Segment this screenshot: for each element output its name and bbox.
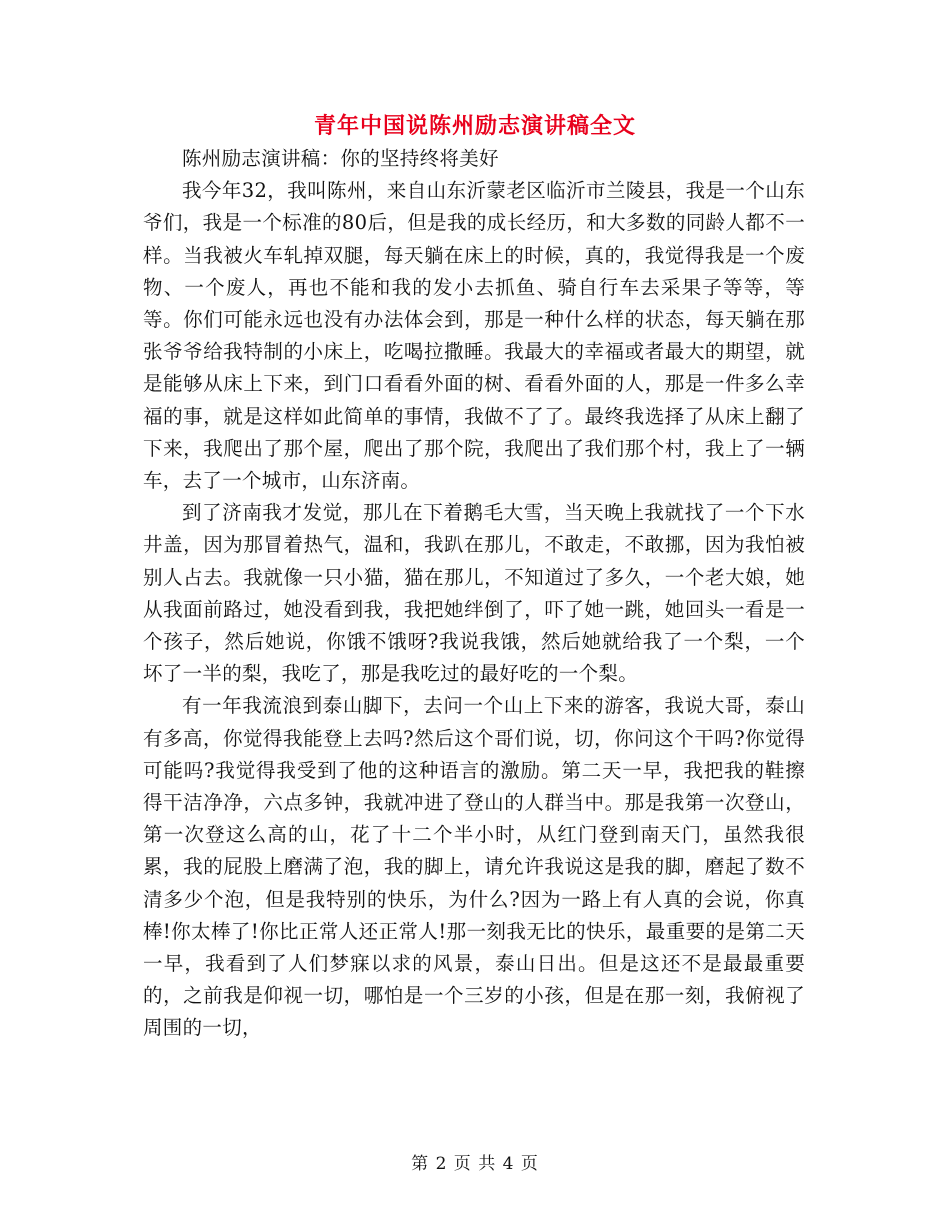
document-body [143,143,805,1045]
body-paragraph: 我今年32，我叫陈州，来自山东沂蒙老区临沂市兰陵县，我是一个山东爷们，我是一个标准的80后，但是我的成长经历，和大多数的同龄人都不一样。当我被火车轧掉双腿，每天躺在床上的时候，真的，我觉得我是一个废物、一个废人，再也不能和我的发小去抓鱼、骑自行车去采果子等等，等等。你们可能永远也没有办法体会到，那是一种什么样的状态，每天躺在那张爷爷给我特制的小床上，吃喝拉撒睡。我最大的幸福或者最大的期望，就是能够从床上下来，到门口看看外面的树、看看外面的人，那是一件多么幸福的事，就是这样如此简单的事情，我做不了了。最终我选择了从床上翻了下来，我爬出了那个屋，爬出了那个院，我爬出了我们那个村，我上了一辆车，去了一个城市，山东济南。 [143,179,805,493]
document-title: 青年中国说陈州励志演讲稿全文 [313,113,636,139]
body-paragraph: 到了济南我才发觉，那儿在下着鹅毛大雪，当天晚上我就找了一个下水井盖，因为那冒着热气，温和，我趴在那儿，不敢走，不敢挪，因为我怕被别人占去。我就像一只小猫，猫在那儿，不知道过了多久，一个老大娘，她从我面前路过，她没看到我，我把她绊倒了，吓了她一跳，她回头一看是一个孩子，然后她说，你饿不饿呀?我说我饿，然后她就给我了一个梨，一个坏了一半的梨，我吃了，那是我吃过的最好吃的一个梨。 [143,501,805,686]
subtitle-paragraph: 陈州励志演讲稿：你的坚持终将美好 [182,147,499,170]
body-paragraph: 有一年我流浪到泰山脚下，去问一个山上下来的游客，我说大哥，泰山有多高，你觉得我能登上去吗?然后这个哥们说，切，你问这个干吗?你觉得可能吗?我觉得我受到了他的这种语言的激励。第二天一早，我把我的鞋擦得干洁净净，六点多钟，我就冲进了登山的人群当中。那是我第一次登山，第一次登这么高的山，花了十二个半小时，从红门登到南天门，虽然我很累，我的屁股上磨满了泡，我的脚上，请允许我说这是我的脚，磨起了数不清多少个泡，但是我特别的快乐，为什么?因为一路上有人真的会说，你真棒!你太棒了!你比正常人还正常人!那一刻我无比的快乐，最重要的是第二天一早，我看到了人们梦寐以求的风景，泰山日出。但是这还不是最最重要的，之前我是仰视一切，哪怕是一个三岁的小孩，但是在那一刻，我俯视了周围的一切， [143,694,805,1040]
page-footer: 第 2 页 共 4 页 [411,1154,539,1174]
